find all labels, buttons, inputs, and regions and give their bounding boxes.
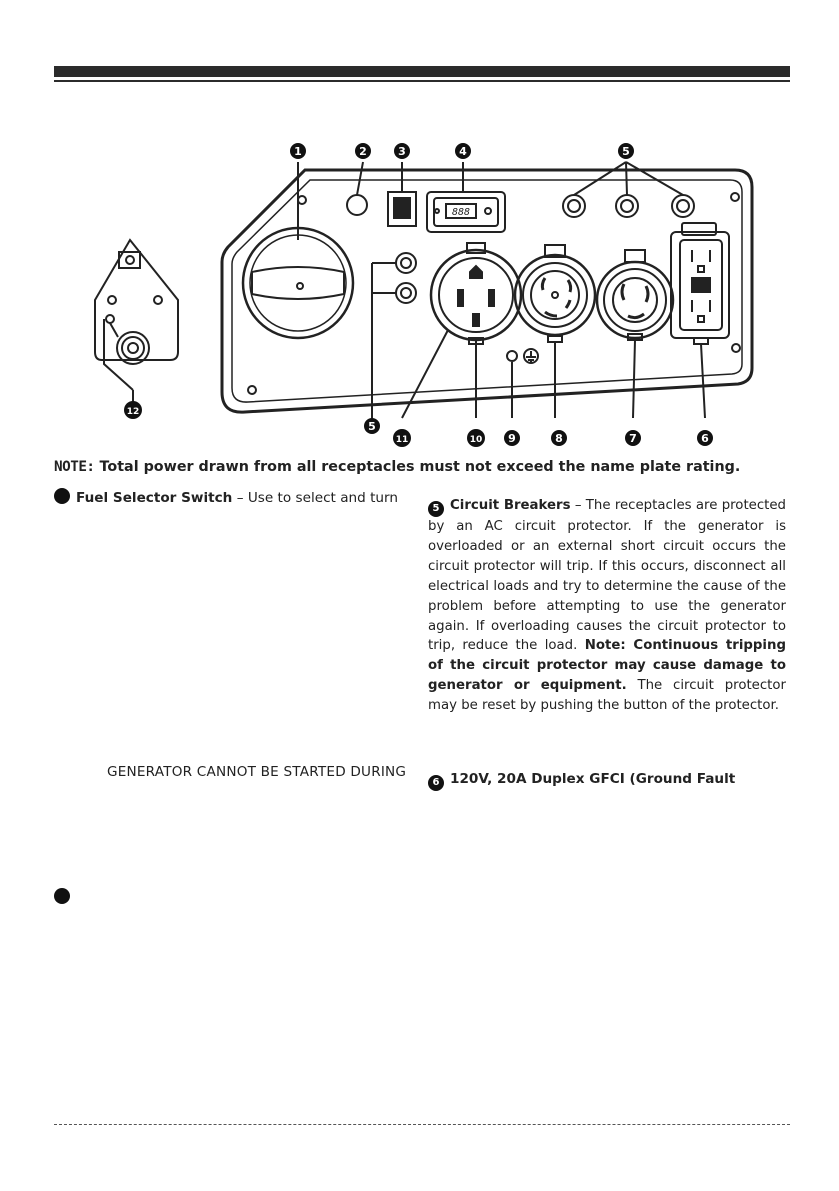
item6-number: 6 [428, 775, 444, 791]
callout-6 [697, 430, 713, 446]
item1-title: Fuel Selector Switch [76, 490, 233, 506]
callout-5-top [618, 143, 634, 159]
item-circuit-breakers [428, 496, 786, 716]
item-gfci [428, 771, 735, 791]
callout-5-left [364, 418, 380, 434]
svg-text:10: 10 [469, 435, 483, 445]
item1-bullet [54, 488, 70, 504]
svg-text:12: 12 [126, 407, 140, 417]
note-text: Total power drawn from all receptacles must not exceed the name plate rating. [99, 459, 741, 475]
svg-text:5: 5 [368, 420, 376, 433]
note-label: NOTE: [54, 459, 95, 475]
callout-1 [290, 143, 306, 159]
svg-text:9: 9 [508, 432, 516, 445]
item1-text: – Use to select and turn [232, 490, 399, 506]
callout-8 [551, 430, 567, 446]
svg-text:1: 1 [294, 145, 302, 158]
callout-11 [393, 429, 411, 447]
item5-note: Note: Continuous tripping of the circuit protector may cause damage to generator or equipment. [428, 638, 786, 694]
item5-title: Circuit Breakers [450, 498, 571, 513]
svg-text:6: 6 [701, 432, 709, 445]
svg-text:8: 8 [555, 432, 563, 445]
svg-text:7: 7 [629, 432, 637, 445]
callout-3 [394, 143, 410, 159]
item5-tail: The circuit protector may be reset by pushing the button of the protector. [428, 678, 786, 714]
callout-4 [455, 143, 471, 159]
generator-warning: GENERATOR CANNOT BE STARTED DURING [107, 764, 407, 780]
callout-2 [355, 143, 371, 159]
callout-9 [504, 430, 520, 446]
control-panel-diagram [0, 0, 839, 460]
svg-text:11: 11 [395, 435, 409, 445]
svg-text:3: 3 [398, 145, 406, 158]
meter-display: 888 [451, 207, 471, 218]
svg-text:5: 5 [622, 145, 630, 158]
svg-text:2: 2 [359, 145, 367, 158]
bullet-marker [54, 888, 70, 904]
item-fuel-selector [54, 488, 398, 506]
svg-text:4: 4 [459, 145, 467, 158]
item5-number: 5 [428, 501, 444, 517]
note-line [54, 459, 790, 475]
item6-title: 120V, 20A Duplex GFCI (Ground Fault [450, 771, 736, 787]
callout-7 [625, 430, 641, 446]
item5-text: – The receptacles are protected by an AC circuit protector. If the generator is overloaded or an external short circuit occurs the circuit protector will trip. If this occurs, disconnect all electrical loads and try to determine the cause of the problem before attempting to use the generator again. If overloading causes the circuit protector to trip, reduce the load. [428, 498, 786, 654]
callout-10 [467, 429, 485, 447]
footer-rule [54, 1124, 790, 1125]
callout-12 [124, 401, 142, 419]
